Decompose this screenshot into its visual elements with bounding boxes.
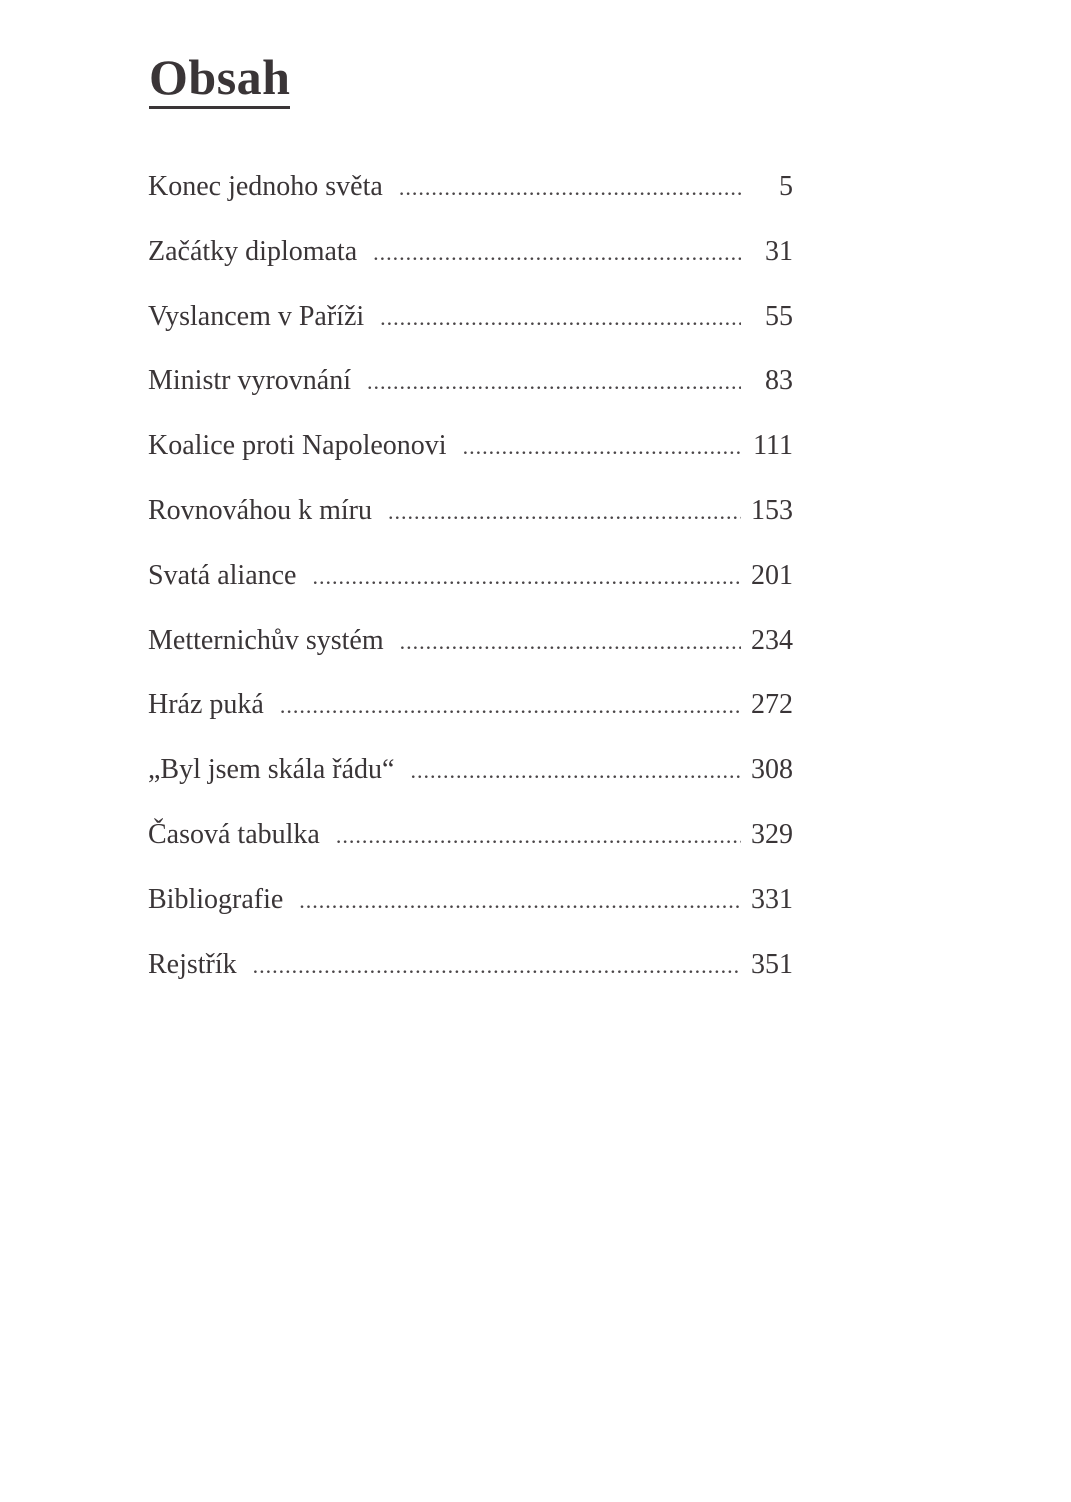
toc-entry-page: 308 [751,754,793,786]
toc-entry [148,624,793,692]
toc-entry [148,756,793,821]
toc-entry-title: Rejstřík [148,948,237,980]
toc-entry-page: 31 [765,235,793,267]
toc-entry-title: Koalice proti Napoleonovi [148,430,447,462]
dot-leader [388,501,741,523]
toc-entry-title: Hráz puká [148,689,264,721]
toc-entry [148,367,793,432]
toc-entry-title: Konec jednoho světa [148,171,383,202]
toc-entry-page: 272 [751,689,793,721]
toc-entry-page: 234 [751,624,793,656]
toc-entry [148,494,793,562]
toc-entry [148,691,793,756]
page-title: Obsah [149,52,290,109]
toc-entry-title: Bibliografie [148,883,284,915]
toc-entry-page: 153 [751,494,793,526]
toc-entry-page: 83 [765,365,793,397]
toc-entry-page: 331 [751,883,793,915]
toc-entry-page: 201 [751,559,793,591]
toc-entry-title: Metternichův systém [148,624,384,656]
dot-leader [400,631,741,653]
dot-leader [312,566,741,588]
dot-leader [253,955,741,977]
toc-entry [148,818,793,886]
dot-leader [399,177,741,199]
toc-entry [148,432,793,497]
dot-leader [410,760,741,782]
toc-entry-page: 351 [751,948,793,980]
toc-entry-page: 329 [751,818,793,850]
dot-leader [280,695,741,717]
toc-entry-title: Časová tabulka [148,818,320,850]
toc-entry-page: 5 [779,171,793,202]
toc-entry-page: 111 [753,430,793,462]
table-of-contents [148,173,793,1015]
toc-entry [148,883,793,951]
toc-entry [148,300,793,368]
dot-leader [336,825,741,847]
toc-entry-title: „Byl jsem skála řádu“ [148,754,395,786]
toc-entry-title: Ministr vyrovnání [148,365,351,397]
toc-entry-title: Začátky diplomata [148,235,358,267]
toc-entry-title: Vyslancem v Paříži [148,300,365,332]
dot-leader [380,307,741,329]
toc-entry [148,948,793,1016]
toc-entry [148,173,793,238]
dot-leader [463,436,741,458]
toc-entry-title: Svatá aliance [148,559,297,591]
toc-entry-title: Rovnováhou k míru [148,494,372,526]
dot-leader [373,242,741,264]
toc-entry-page: 55 [765,300,793,332]
dot-leader [299,890,741,912]
dot-leader [367,371,741,393]
toc-entry [148,559,793,627]
toc-entry [148,235,793,303]
